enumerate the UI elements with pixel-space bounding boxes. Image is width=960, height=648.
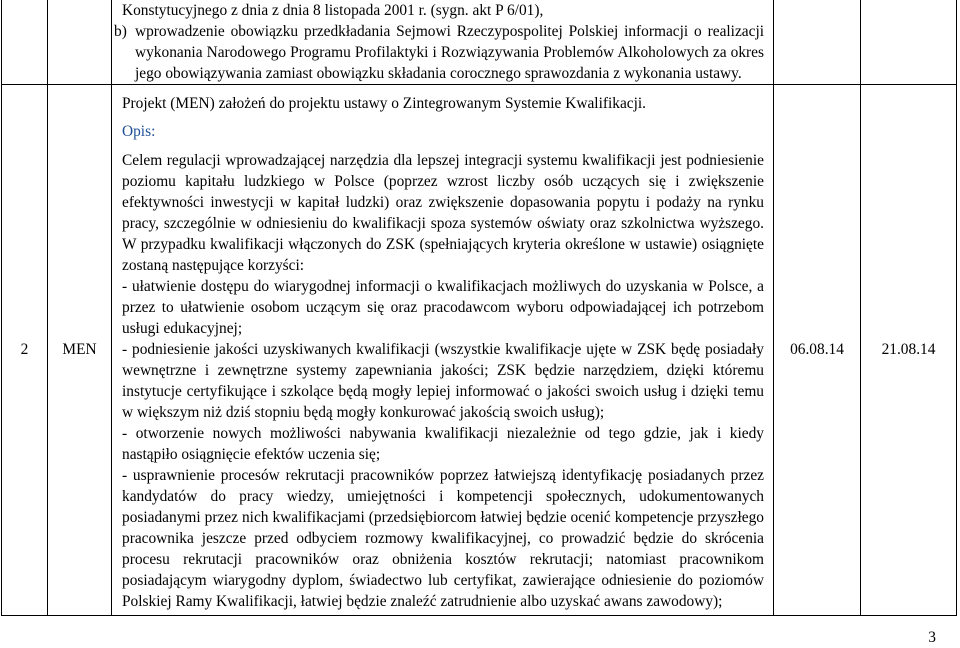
list-item-text: wprowadzenie obowiązku przedkładania Sejmowi Rzeczypospolitej Polskiej informacji o realizacji wykonania Narodowego Programu Profilaktyki i Rozwiązywania Problemów Alkoholowych za okres jego obowiązywania zamiast obowiązku składania corocznego sprawozdania z wykonania ustawy. (135, 23, 764, 82)
opis-label: Opis: (122, 123, 156, 140)
description-bullet-2: - podniesienie jakości uzyskiwanych kwalifikacji (wszystkie kwalifikacje ujęte w ZSK będę posiadały wewnętrzne i zewnętrzne systemy zapewniania jakości; ZSK będzie narzędziem, dzięki któremu instytucje certyfikujące i szkolące będą mogły lepiej informować o jakości swoich usług i dzięki temu w większym niż dziś stopniu będą mogły konkurować jakością swoich usług); (122, 341, 764, 421)
document-table (1, 0, 957, 616)
page-number: 3 (928, 629, 936, 646)
cell-empty-date-2 (861, 0, 957, 85)
description-bullet-3: - otworzenie nowych możliwości nabywania kwalifikacji niezależnie od tego gdzie, jak i kiedy nastąpiło osiągnięcie efektów uczenia się; (122, 425, 764, 463)
cell-empty-date-1 (774, 0, 861, 85)
cell-empty-number (2, 0, 48, 85)
description-bullet-1: - ułatwienie dostępu do wiarygodnej informacji o kwalifikacjach możliwych do uzyskania w Polsce, a przez to ułatwienie osobom uczącym się oraz pracodawcom wyboru odpowiadającej ich potrzebom usługi edukacyjnej; (122, 278, 764, 337)
table-row-2 (2, 85, 957, 616)
list-letter: b) (114, 23, 127, 40)
cell-previous-description (112, 0, 774, 85)
previous-paragraph: Konstytucyjnego z dnia z dnia 8 listopada 2001 r. (sygn. akt P 6/01), (122, 2, 544, 19)
description-bullet-4: - usprawnienie procesów rekrutacji pracowników poprzez łatwiejszą identyfikację posiadanych przez kandydatów do pracy wiedzy, umiejętności i kompetencji społecznych, udokumentowanych posiadanymi przez nich kwalifikacjami (przedsiębiorcom łatwiej będzie ocenić kompetencje przyszłego pracownika jeszcze przed odbyciem rozmowy kwalifikacyjnej, co prowadzić będzie do skrócenia procesu rekrutacji pracowników oraz obniżenia kosztów rekrutacji; natomiast pracownikom posiadającym wiarygodny dyplom, świadectwo lub certyfikat, zawierające odniesienie do poziomów Polskiej Ramy Kwalifikacji, łatwiej będzie znaleźć zatrudnienie albo uzyskać awans zawodowy); (122, 467, 764, 610)
cell-empty-ministry (48, 0, 112, 85)
project-title: Projekt (MEN) założeń do projektu ustawy o Zintegrowanym Systemie Kwalifikacji. (122, 95, 647, 112)
description-paragraph-1: Celem regulacji wprowadzającej narzędzia dla lepszej integracji systemu kwalifikacji jest podniesienie poziomu kapitału ludzkiego w Polsce (poprzez wzrost liczby osób uczących się i zwiększenie efektywności inwestycji w kapitał ludzki) oraz zwiększenie dopasowania popytu i podaży na rynku pracy, szczególnie w odniesieniu do kwalifikacji spoza systemów oświaty oraz szkolnictwa wyższego. W przypadku kwalifikacji włączonych do ZSK (spełniających kryteria określone w ustawie) osiągnięte zostaną następujące korzyści: (122, 152, 764, 274)
list-item-b (112, 21, 773, 84)
row-number: 2 (2, 85, 48, 616)
table-row-previous (2, 0, 957, 85)
cell-description (112, 85, 774, 616)
row-ministry: MEN (48, 85, 112, 616)
date-second: 21.08.14 (861, 85, 957, 616)
date-first: 06.08.14 (774, 85, 861, 616)
